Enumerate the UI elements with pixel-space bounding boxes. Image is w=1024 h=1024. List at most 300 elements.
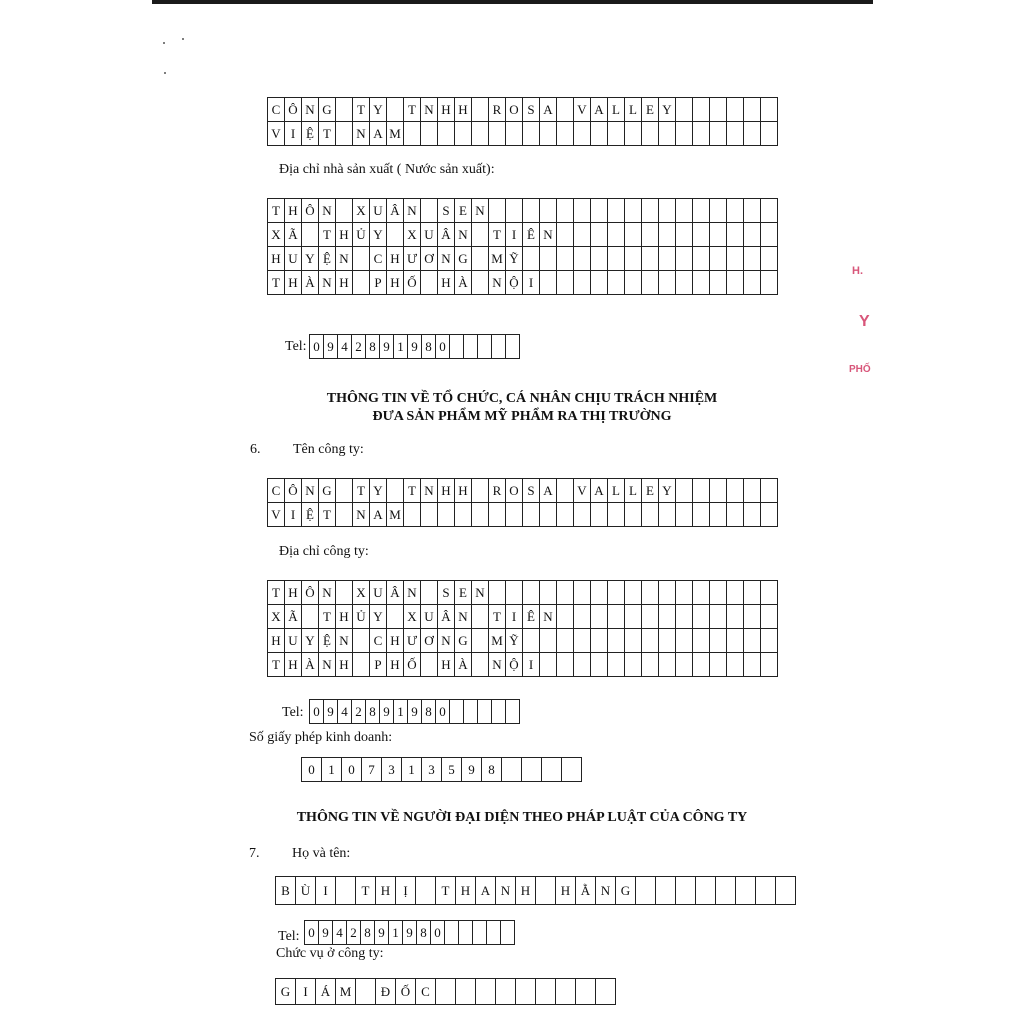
manufacturer-address-grid-cell: H [438, 271, 455, 295]
company-address-grid-cell [523, 581, 540, 605]
manufacturer-address-grid-cell [642, 271, 659, 295]
manufacturer-name-grid-cell [336, 98, 353, 122]
company-name-grid-cell: A [540, 479, 557, 503]
company-address-grid-cell [744, 629, 761, 653]
company-address-grid-cell: P [370, 653, 387, 677]
company-name-grid-cell [404, 503, 421, 527]
company-address-grid-cell [676, 605, 693, 629]
manufacturer-address-grid-cell [540, 199, 557, 223]
representative-tel-grid-cell: 9 [319, 921, 333, 945]
manufacturer-address-grid-cell [557, 223, 574, 247]
manufacturer-address-grid-cell [302, 223, 319, 247]
company-name-grid-cell [336, 503, 353, 527]
company-name-grid-cell [676, 479, 693, 503]
company-name-grid-cell: L [608, 479, 625, 503]
manufacturer-name-grid-cell: Ô [285, 98, 302, 122]
position-grid [275, 978, 616, 1005]
company-name-grid-cell: A [370, 503, 387, 527]
company-tel-grid [309, 699, 520, 724]
manufacturer-address-grid-cell: Ố [404, 271, 421, 295]
item-number-6: 6. [250, 442, 261, 457]
manufacturer-name-grid-cell [676, 122, 693, 146]
manufacturer-name-grid-cell [574, 122, 591, 146]
company-name-grid-cell [727, 503, 744, 527]
manufacturer-name-grid-cell [438, 122, 455, 146]
manufacturer-name-grid-cell [591, 122, 608, 146]
company-name-grid-cell: N [421, 479, 438, 503]
representative-name-grid-cell [756, 877, 776, 905]
company-address-grid-cell [693, 629, 710, 653]
company-tel-grid-cell: 9 [380, 700, 394, 724]
position-grid-cell [436, 979, 456, 1005]
company-name-grid-cell [591, 503, 608, 527]
company-address-grid-cell: H [336, 605, 353, 629]
company-name-grid-cell: Ệ [302, 503, 319, 527]
company-address-grid-cell [744, 581, 761, 605]
company-address-grid-cell [608, 629, 625, 653]
company-address-grid-cell: Ỹ [506, 629, 523, 653]
company-address-grid-cell: H [285, 581, 302, 605]
company-address-grid-cell: Y [370, 605, 387, 629]
position-grid-cell [556, 979, 576, 1005]
manufacturer-address-grid-cell [625, 199, 642, 223]
company-address-grid-cell [591, 581, 608, 605]
business-license-grid-cell: 3 [382, 758, 402, 782]
manufacturer-tel-grid-cell: 0 [310, 335, 324, 359]
manufacturer-address-grid-cell [625, 223, 642, 247]
representative-name-grid-cell [416, 877, 436, 905]
company-name-grid-cell [506, 503, 523, 527]
position-grid-cell: G [276, 979, 296, 1005]
company-name-grid-cell [710, 503, 727, 527]
company-name-grid-cell: C [268, 479, 285, 503]
company-address-grid-cell: Ô [302, 581, 319, 605]
company-address-grid-cell [676, 581, 693, 605]
company-address-grid-cell: N [404, 581, 421, 605]
company-address-grid-cell: X [353, 581, 370, 605]
company-address-grid-cell [421, 581, 438, 605]
company-tel-grid-cell [464, 700, 478, 724]
company-name-grid-cell [455, 503, 472, 527]
business-license-grid-cell [542, 758, 562, 782]
company-name-grid-cell: R [489, 479, 506, 503]
manufacturer-address-grid-cell [727, 247, 744, 271]
representative-name-grid-cell: H [556, 877, 576, 905]
manufacturer-address-grid-cell: N [404, 199, 421, 223]
representative-name-grid-cell: B [276, 877, 296, 905]
manufacturer-address-grid-cell [659, 223, 676, 247]
manufacturer-address-grid-cell: H [336, 223, 353, 247]
company-address-grid-cell [625, 581, 642, 605]
manufacturer-tel-grid-cell [464, 335, 478, 359]
manufacturer-address-grid-cell: T [268, 271, 285, 295]
company-address-grid-cell: T [268, 653, 285, 677]
company-address-grid-cell [710, 581, 727, 605]
company-name-grid-cell: S [523, 479, 540, 503]
business-license-grid-cell: 0 [342, 758, 362, 782]
manufacturer-name-grid-cell: T [319, 122, 336, 146]
company-address-grid-cell: H [387, 653, 404, 677]
representative-name-grid-cell [536, 877, 556, 905]
manufacturer-address-grid-cell: H [387, 247, 404, 271]
manufacturer-address-grid-cell: Ủ [353, 223, 370, 247]
company-address-grid-cell: N [455, 605, 472, 629]
company-address-grid-cell [727, 581, 744, 605]
company-address-grid-cell [557, 629, 574, 653]
company-address-grid-cell [710, 605, 727, 629]
manufacturer-tel-grid-cell [450, 335, 464, 359]
manufacturer-address-grid-cell [676, 247, 693, 271]
scan-speck [163, 42, 165, 44]
manufacturer-tel-grid-cell: 2 [352, 335, 366, 359]
manufacturer-address-grid-cell [659, 247, 676, 271]
manufacturer-name-grid-cell [557, 122, 574, 146]
position-grid-cell [576, 979, 596, 1005]
manufacturer-address-grid-cell [591, 199, 608, 223]
manufacturer-address-grid-cell [761, 271, 778, 295]
company-address-grid-cell: N [472, 581, 489, 605]
company-address-grid-cell [489, 581, 506, 605]
manufacturer-address-grid-cell [574, 223, 591, 247]
manufacturer-address-grid-cell [761, 223, 778, 247]
manufacturer-name-grid-cell: A [540, 98, 557, 122]
company-name-grid-cell [744, 479, 761, 503]
manufacturer-address-grid-cell [608, 223, 625, 247]
company-name-grid-cell: M [387, 503, 404, 527]
company-address-grid-cell [744, 605, 761, 629]
manufacturer-name-grid-cell [761, 98, 778, 122]
position-label: Chức vụ ở công ty: [276, 946, 384, 961]
manufacturer-address-grid-cell: U [421, 223, 438, 247]
manufacturer-name-grid-cell: H [438, 98, 455, 122]
company-address-grid-cell [693, 581, 710, 605]
company-tel-grid-cell [450, 700, 464, 724]
manufacturer-name-grid-cell: M [387, 122, 404, 146]
company-tel-label: Tel: [282, 705, 304, 720]
manufacturer-name-grid-cell: A [591, 98, 608, 122]
company-name-grid-cell [761, 479, 778, 503]
manufacturer-address-grid-cell: N [336, 247, 353, 271]
company-address-grid-cell [574, 581, 591, 605]
manufacturer-name-grid-cell [489, 122, 506, 146]
manufacturer-address-grid-cell: H [285, 199, 302, 223]
company-address-grid-cell [540, 653, 557, 677]
manufacturer-name-grid-cell [608, 122, 625, 146]
company-address-grid-cell [472, 629, 489, 653]
representative-name-grid-cell: H [516, 877, 536, 905]
company-address-grid-cell: Ệ [319, 629, 336, 653]
position-grid-cell: Đ [376, 979, 396, 1005]
manufacturer-name-grid-cell: Ệ [302, 122, 319, 146]
manufacturer-address-grid-cell [608, 271, 625, 295]
manufacturer-address-grid-cell [336, 199, 353, 223]
business-license-grid-cell: 7 [362, 758, 382, 782]
manufacturer-address-grid-cell [659, 271, 676, 295]
manufacturer-address-grid-cell [591, 271, 608, 295]
business-license-grid-cell: 5 [442, 758, 462, 782]
representative-name-grid [275, 876, 796, 905]
manufacturer-address-grid-cell [625, 271, 642, 295]
company-address-grid-cell: N [489, 653, 506, 677]
manufacturer-address-grid-cell [387, 223, 404, 247]
manufacturer-tel-grid-cell: 0 [436, 335, 450, 359]
company-tel-grid-cell: 4 [338, 700, 352, 724]
company-address-grid-cell [506, 581, 523, 605]
manufacturer-name-grid-cell: V [268, 122, 285, 146]
manufacturer-name-grid-cell: Y [370, 98, 387, 122]
business-license-grid-cell: 9 [462, 758, 482, 782]
company-address-grid-cell [710, 653, 727, 677]
company-name-grid-cell [540, 503, 557, 527]
company-name-grid-cell: Y [370, 479, 387, 503]
company-name-grid-cell [676, 503, 693, 527]
position-grid-cell [596, 979, 616, 1005]
manufacturer-address-grid-cell [693, 247, 710, 271]
manufacturer-address-grid-cell [761, 199, 778, 223]
company-name-grid-cell [659, 503, 676, 527]
company-address-grid-cell [659, 605, 676, 629]
manufacturer-name-grid-cell [642, 122, 659, 146]
company-name-grid-cell: T [353, 479, 370, 503]
manufacturer-address-grid-cell: S [438, 199, 455, 223]
manufacturer-address-grid-cell [744, 199, 761, 223]
company-address-grid-cell [608, 605, 625, 629]
manufacturer-name-grid-cell [659, 122, 676, 146]
company-address-grid-cell [642, 629, 659, 653]
representative-heading: THÔNG TIN VỀ NGƯỜI ĐẠI DIỆN THEO PHÁP LUẬT CỦA CÔNG TY [296, 810, 748, 825]
manufacturer-address-grid-cell [523, 199, 540, 223]
manufacturer-name-grid-cell: O [506, 98, 523, 122]
company-tel-grid-cell: 1 [394, 700, 408, 724]
full-name-label: Họ và tên: [292, 846, 351, 861]
representative-tel-grid-cell: 9 [375, 921, 389, 945]
company-tel-grid-cell: 0 [436, 700, 450, 724]
manufacturer-address-grid-cell: T [268, 199, 285, 223]
company-address-grid-cell: U [421, 605, 438, 629]
company-address-grid-cell [659, 653, 676, 677]
manufacturer-name-grid-cell: N [421, 98, 438, 122]
manufacturer-address-grid-cell: H [268, 247, 285, 271]
company-address-grid-cell [523, 629, 540, 653]
manufacturer-address-grid-cell: X [404, 223, 421, 247]
manufacturer-tel-grid-cell: 8 [366, 335, 380, 359]
manufacturer-address-grid-cell: Â [387, 199, 404, 223]
company-name-grid-cell [557, 479, 574, 503]
position-grid-cell: Á [316, 979, 336, 1005]
company-address-grid-cell [387, 605, 404, 629]
company-address-grid-cell: N [336, 629, 353, 653]
manufacturer-address-grid-cell: U [285, 247, 302, 271]
company-address-grid-cell [608, 653, 625, 677]
manufacturer-address-grid-cell [642, 223, 659, 247]
company-address-grid-cell: N [540, 605, 557, 629]
manufacturer-address-grid-cell [472, 271, 489, 295]
representative-name-grid-cell: A [476, 877, 496, 905]
company-address-grid-cell: Ã [285, 605, 302, 629]
manufacturer-address-grid-cell [659, 199, 676, 223]
representative-name-grid-cell: H [456, 877, 476, 905]
company-name-grid-cell: O [506, 479, 523, 503]
manufacturer-name-grid-cell: Y [659, 98, 676, 122]
company-address-grid-cell: Ư [404, 629, 421, 653]
business-license-grid-cell: 1 [322, 758, 342, 782]
manufacturer-address-grid-cell: Ơ [421, 247, 438, 271]
position-grid-cell [536, 979, 556, 1005]
manufacturer-address-grid-cell [591, 247, 608, 271]
company-name-grid-cell: Ô [285, 479, 302, 503]
manufacturer-address-grid-cell: À [302, 271, 319, 295]
manufacturer-name-grid-cell [404, 122, 421, 146]
manufacturer-address-grid-cell [744, 247, 761, 271]
company-name-grid-cell: T [404, 479, 421, 503]
company-address-grid-cell [625, 605, 642, 629]
company-name-grid-cell [438, 503, 455, 527]
company-address-grid-cell [557, 653, 574, 677]
manufacturer-name-grid-cell [472, 122, 489, 146]
manufacturer-address-grid-cell [693, 271, 710, 295]
manufacturer-address-grid-cell [574, 199, 591, 223]
manufacturer-address-grid-cell: I [523, 271, 540, 295]
company-address-grid-cell [659, 629, 676, 653]
manufacturer-address-grid-cell [472, 223, 489, 247]
company-address-grid-cell [591, 605, 608, 629]
company-name-grid-cell: T [319, 503, 336, 527]
company-address-grid-cell: T [319, 605, 336, 629]
manufacturer-address-grid-cell [591, 223, 608, 247]
company-address-grid-cell: Â [438, 605, 455, 629]
company-address-grid-cell: H [438, 653, 455, 677]
manufacturer-tel-grid-cell [506, 335, 520, 359]
manufacturer-address-grid-cell [642, 247, 659, 271]
manufacturer-address-grid-cell: G [455, 247, 472, 271]
manufacturer-address-grid-cell [421, 199, 438, 223]
position-grid-cell: I [296, 979, 316, 1005]
manufacturer-address-grid-cell [744, 223, 761, 247]
company-address-grid-cell [591, 653, 608, 677]
responsible-heading-line1: THÔNG TIN VỀ TỔ CHỨC, CÁ NHÂN CHỊU TRÁCH NHIỆM [326, 391, 718, 406]
company-address-grid-cell: I [523, 653, 540, 677]
manufacturer-address-grid-cell: X [353, 199, 370, 223]
company-name-grid-cell: A [591, 479, 608, 503]
representative-name-grid-cell [636, 877, 656, 905]
manufacturer-name-grid-cell: C [268, 98, 285, 122]
manufacturer-address-grid-cell [710, 199, 727, 223]
manufacturer-name-grid-cell: G [319, 98, 336, 122]
position-grid-cell [496, 979, 516, 1005]
manufacturer-name-grid [267, 97, 778, 146]
manufacturer-address-grid-cell [727, 271, 744, 295]
stamp-fragment-3: PHỐ [849, 364, 871, 375]
manufacturer-address-grid-cell [625, 247, 642, 271]
company-address-grid-cell: X [268, 605, 285, 629]
company-address-grid-cell: Y [302, 629, 319, 653]
item-number-7: 7. [249, 846, 260, 861]
company-address-grid-cell [676, 629, 693, 653]
company-address-grid-cell [710, 629, 727, 653]
company-name-grid-cell: N [353, 503, 370, 527]
manufacturer-name-grid-cell: A [370, 122, 387, 146]
company-address-grid-cell [676, 653, 693, 677]
representative-tel-grid-cell: 8 [417, 921, 431, 945]
company-tel-grid-cell: 0 [310, 700, 324, 724]
company-name-label: Tên công ty: [293, 442, 364, 457]
manufacturer-address-grid-cell [710, 223, 727, 247]
position-grid-cell: Ố [396, 979, 416, 1005]
company-name-grid-cell: H [455, 479, 472, 503]
company-address-grid-cell [353, 629, 370, 653]
company-name-grid-cell [710, 479, 727, 503]
manufacturer-address-grid-cell: N [540, 223, 557, 247]
manufacturer-address-grid-cell [574, 247, 591, 271]
company-address-grid-cell: U [370, 581, 387, 605]
manufacturer-address-grid-cell [540, 271, 557, 295]
company-address-grid-cell: H [336, 653, 353, 677]
business-license-grid-cell: 1 [402, 758, 422, 782]
manufacturer-address-grid-cell [693, 223, 710, 247]
manufacturer-name-grid-cell [540, 122, 557, 146]
company-address-grid-cell [727, 605, 744, 629]
manufacturer-name-grid-cell: L [625, 98, 642, 122]
company-name-grid-cell [693, 479, 710, 503]
manufacturer-address-grid-cell [676, 223, 693, 247]
manufacturer-address-grid-cell: Y [302, 247, 319, 271]
business-license-label: Số giấy phép kinh doanh: [249, 730, 393, 745]
representative-name-grid-cell: Ằ [576, 877, 596, 905]
representative-tel-grid-cell: 8 [361, 921, 375, 945]
stamp-fragment-1: H. [852, 265, 863, 277]
position-grid-cell [516, 979, 536, 1005]
company-address-grid-cell [353, 653, 370, 677]
company-address-grid [267, 580, 778, 677]
manufacturer-address-grid-cell: À [455, 271, 472, 295]
manufacturer-name-grid-cell: T [353, 98, 370, 122]
company-name-grid-cell: Y [659, 479, 676, 503]
manufacturer-name-grid-cell [387, 98, 404, 122]
representative-tel-grid-cell [501, 921, 515, 945]
manufacturer-address-grid-cell [608, 199, 625, 223]
manufacturer-address-grid-cell [489, 199, 506, 223]
company-address-grid-cell: T [268, 581, 285, 605]
manufacturer-address-grid-cell [472, 247, 489, 271]
company-tel-grid-cell: 9 [408, 700, 422, 724]
manufacturer-name-grid-cell: H [455, 98, 472, 122]
company-name-grid-cell: I [285, 503, 302, 527]
representative-tel-grid-cell: 0 [305, 921, 319, 945]
representative-name-grid-cell [736, 877, 756, 905]
manufacturer-name-grid-cell [727, 98, 744, 122]
manufacturer-address-grid-cell: Ư [404, 247, 421, 271]
company-address-grid-cell: H [268, 629, 285, 653]
responsible-heading-line2: ĐƯA SẢN PHẨM MỸ PHẨM RA THỊ TRƯỜNG [372, 409, 672, 424]
company-name-grid-cell [387, 479, 404, 503]
company-address-grid-cell: E [455, 581, 472, 605]
company-name-grid-cell [472, 479, 489, 503]
position-grid-cell: M [336, 979, 356, 1005]
manufacturer-address-grid-cell: X [268, 223, 285, 247]
company-address-grid-cell: N [319, 581, 336, 605]
manufacturer-name-grid-cell [557, 98, 574, 122]
stamp-fragment-2: Y [859, 313, 870, 330]
position-grid-cell [476, 979, 496, 1005]
company-name-grid-cell [744, 503, 761, 527]
manufacturer-tel-grid-cell [478, 335, 492, 359]
manufacturer-address-grid-cell: Ộ [506, 271, 523, 295]
company-address-grid-cell: Â [387, 581, 404, 605]
company-address-grid-cell [574, 605, 591, 629]
manufacturer-address-grid-cell: H [336, 271, 353, 295]
company-address-grid-cell [336, 581, 353, 605]
manufacturer-name-grid-cell: R [489, 98, 506, 122]
